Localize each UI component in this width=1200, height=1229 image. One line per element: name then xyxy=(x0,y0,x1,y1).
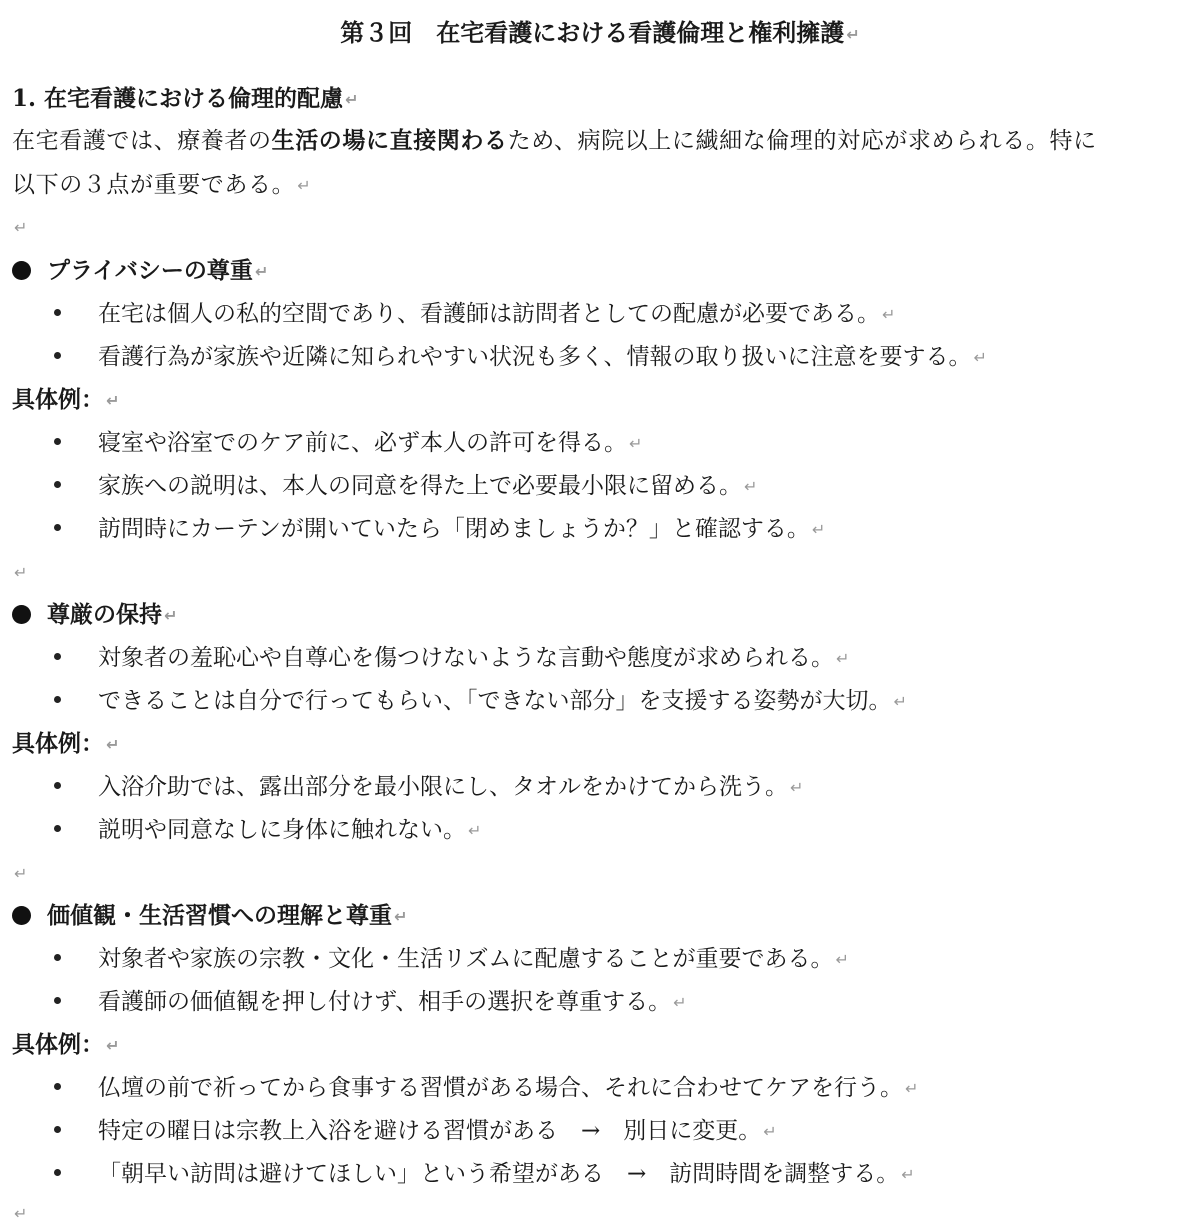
topic-heading: 尊厳の保持 ↵ xyxy=(12,600,177,630)
topic-heading: プライバシーの尊重 ↵ xyxy=(12,256,268,286)
list-item: 在宅は個人の私的空間であり、看護師は訪問者としての配慮が必要である。 ↵ xyxy=(54,299,895,329)
paragraph-mark: ↵ xyxy=(836,649,850,668)
bullet-icon xyxy=(54,696,61,703)
paragraph-mark: ↵ xyxy=(106,1036,120,1055)
list-item: 説明や同意なしに身体に触れない。 ↵ xyxy=(54,815,481,845)
empty-paragraph xyxy=(12,1198,27,1228)
filled-circle-bullet-icon xyxy=(12,261,31,280)
paragraph-mark: ↵ xyxy=(468,821,482,840)
paragraph-mark: ↵ xyxy=(14,218,28,237)
bullet-icon xyxy=(54,438,61,445)
list-item: 家族への説明は、本人の同意を得た上で必要最小限に留める。 ↵ xyxy=(54,471,757,501)
list-item: 仏壇の前で祈ってから食事する習慣がある場合、それに合わせてケアを行う。 ↵ xyxy=(54,1073,918,1103)
page-title: 第３回 在宅看護における看護倫理と権利擁護 ↵ xyxy=(340,18,860,47)
paragraph-mark: ↵ xyxy=(973,348,987,367)
list-item: 「朝早い訪問は避けてほしい」という希望がある → 訪問時間を調整する。 ↵ xyxy=(54,1159,915,1189)
list-item: できることは自分で行ってもらい、「できない部分」を支援する姿勢が大切。 ↵ xyxy=(54,686,907,716)
section-heading: 1. 在宅看護における倫理的配慮 ↵ xyxy=(12,85,359,112)
example-label: 具体例： ↵ xyxy=(12,386,120,413)
paragraph-mark: ↵ xyxy=(629,434,643,453)
bullet-icon xyxy=(54,1126,61,1133)
bullet-icon xyxy=(54,954,61,961)
list-item: 入浴介助では、露出部分を最小限にし、タオルをかけてから洗う。 ↵ xyxy=(54,772,803,802)
paragraph-mark: ↵ xyxy=(790,778,804,797)
paragraph-mark: ↵ xyxy=(744,477,758,496)
list-item: 対象者や家族の宗教・文化・生活リズムに配慮することが重要である。 ↵ xyxy=(54,944,849,974)
paragraph-mark: ↵ xyxy=(905,1079,919,1098)
bullet-icon xyxy=(54,481,61,488)
list-item: 看護師の価値観を押し付けず、相手の選択を尊重する。 ↵ xyxy=(54,987,687,1017)
filled-circle-bullet-icon xyxy=(12,605,31,624)
example-label: 具体例： ↵ xyxy=(12,1031,120,1058)
empty-paragraph xyxy=(12,858,27,888)
paragraph-mark: ↵ xyxy=(164,606,178,625)
list-item: 看護行為が家族や近隣に知られやすい状況も多く、情報の取り扱いに注意を要する。 ↵ xyxy=(54,342,987,372)
list-item: 対象者の羞恥心や自尊心を傷つけないような言動や態度が求められる。 ↵ xyxy=(54,643,849,673)
paragraph-mark: ↵ xyxy=(673,993,687,1012)
paragraph-mark: ↵ xyxy=(846,25,860,44)
paragraph-mark: ↵ xyxy=(394,907,408,926)
paragraph-mark: ↵ xyxy=(763,1122,777,1141)
list-item: 特定の曜日は宗教上入浴を避ける習慣がある → 別日に変更。 ↵ xyxy=(54,1116,777,1146)
bullet-icon xyxy=(54,524,61,531)
paragraph-mark: ↵ xyxy=(345,90,359,109)
filled-circle-bullet-icon xyxy=(12,906,31,925)
bullet-icon xyxy=(54,653,61,660)
intro-emphasis: 生活の場に直接関わる xyxy=(271,127,508,154)
empty-paragraph xyxy=(12,557,27,587)
paragraph-mark: ↵ xyxy=(106,391,120,410)
paragraph-mark: ↵ xyxy=(901,1165,915,1184)
paragraph-mark: ↵ xyxy=(882,305,896,324)
paragraph-mark: ↵ xyxy=(297,176,312,195)
paragraph-mark: ↵ xyxy=(14,864,28,883)
bullet-icon xyxy=(54,782,61,789)
topic-heading: 価値観・生活習慣への理解と尊重 ↵ xyxy=(12,901,407,931)
intro-paragraph-line-2: 以下の３点が重要である。 ↵ xyxy=(12,172,312,198)
bullet-icon xyxy=(54,309,61,316)
paragraph-mark: ↵ xyxy=(14,563,28,582)
bullet-icon xyxy=(54,997,61,1004)
bullet-icon xyxy=(54,1083,61,1090)
list-item: 訪問時にカーテンが開いていたら「閉めましょうか？」と確認する。 ↵ xyxy=(54,514,825,544)
bullet-icon xyxy=(54,1169,61,1176)
paragraph-mark: ↵ xyxy=(106,735,120,754)
bullet-icon xyxy=(54,825,61,832)
paragraph-mark: ↵ xyxy=(893,692,907,711)
empty-paragraph xyxy=(12,212,27,242)
paragraph-mark: ↵ xyxy=(254,262,269,281)
intro-paragraph-line-1: 在宅看護では、療養者の生活の場に直接関わるため、病院以上に繊細な倫理的対応が求められる。特に xyxy=(12,127,1097,154)
bullet-icon xyxy=(54,352,61,359)
paragraph-mark: ↵ xyxy=(14,1204,28,1223)
list-item: 寝室や浴室でのケア前に、必ず本人の許可を得る。 ↵ xyxy=(54,428,642,458)
paragraph-mark: ↵ xyxy=(811,520,826,539)
example-label: 具体例： ↵ xyxy=(12,730,120,757)
paragraph-mark: ↵ xyxy=(835,950,849,969)
